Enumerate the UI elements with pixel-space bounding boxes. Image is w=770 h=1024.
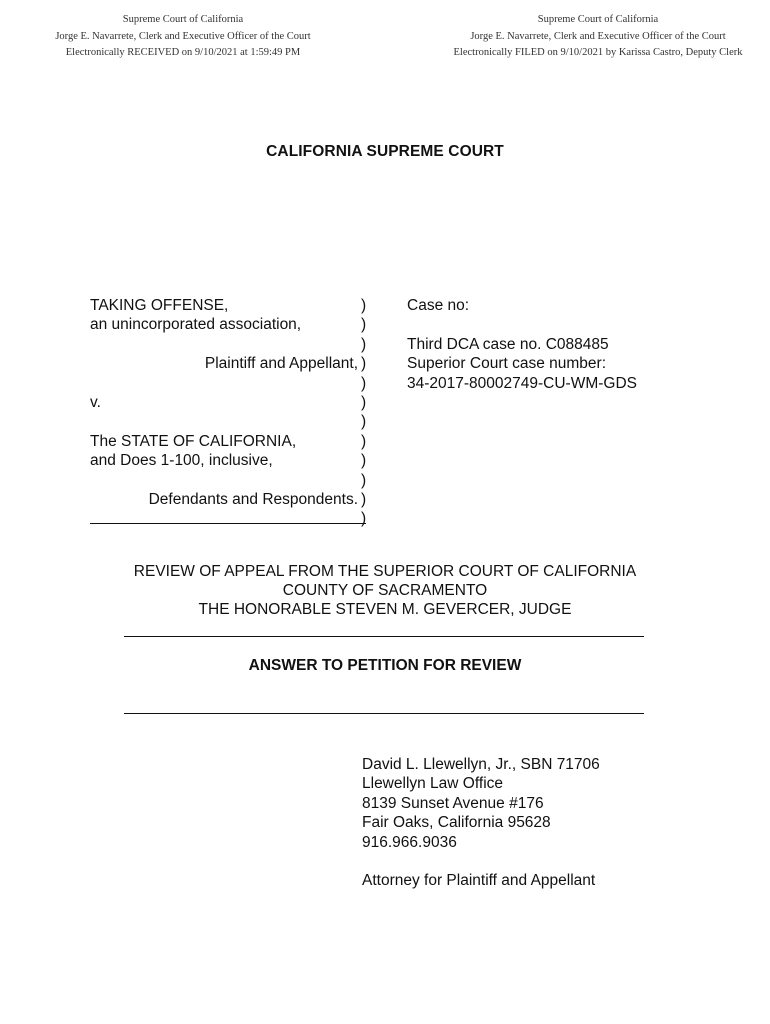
divider-top: [124, 636, 644, 637]
address-line-2: Fair Oaks, California 95628: [362, 814, 551, 832]
paren: ): [361, 452, 367, 470]
paren: ): [361, 355, 367, 373]
defendant-description: and Does 1-100, inclusive,: [90, 452, 273, 470]
case-no-label: Case no:: [407, 297, 470, 314]
review-line-3: THE HONORABLE STEVEN M. GEVERCER, JUDGE: [198, 601, 572, 618]
defendant-name: The STATE OF CALIFORNIA,: [90, 432, 297, 450]
phone-number: 916.966.9036: [362, 833, 457, 851]
filed-stamp-court: Supreme Court of California: [537, 14, 659, 25]
caption-paren-column: [361, 296, 373, 529]
received-stamp-date: Electronically RECEIVED on 9/10/2021 at 1:59:49 PM: [65, 47, 301, 58]
review-heading: [0, 562, 770, 619]
attorney-role: Attorney for Plaintiff and Appellant: [362, 872, 596, 890]
case-numbers: [407, 296, 747, 393]
paren: ): [361, 490, 367, 508]
court-title: CALIFORNIA SUPREME COURT: [266, 143, 504, 160]
attorney-name: David L. Llewellyn, Jr., SBN 71706: [362, 756, 600, 773]
plaintiff-description: an unincorporated association,: [90, 316, 302, 334]
paren: ): [361, 316, 367, 334]
law-firm: Llewellyn Law Office: [362, 775, 504, 793]
received-stamp-court: Supreme Court of California: [122, 14, 244, 25]
address-line-1: 8139 Sunset Avenue #176: [362, 794, 544, 812]
superior-court-label: Superior Court case number:: [407, 355, 607, 373]
document-title: ANSWER TO PETITION FOR REVIEW: [248, 657, 522, 674]
case-caption-parties: [90, 296, 358, 509]
versus: v.: [90, 393, 101, 411]
filed-stamp-clerk: Jorge E. Navarrete, Clerk and Executive Officer of the Court: [470, 30, 726, 42]
filed-stamp: [438, 12, 758, 62]
filed-stamp-date: Electronically FILED on 9/10/2021 by Karissa Castro, Deputy Clerk: [453, 47, 743, 58]
paren: ): [361, 510, 367, 528]
attorney-block: [362, 755, 600, 891]
review-line-2: COUNTY OF SACRAMENTO: [282, 582, 488, 599]
caption-underline: [90, 523, 366, 524]
received-stamp: [38, 12, 328, 62]
paren: ): [361, 393, 367, 411]
paren: ): [361, 413, 367, 431]
superior-court-case-number: 34-2017-80002749-CU-WM-GDS: [407, 374, 638, 392]
defendant-role: Defendants and Respondents.: [148, 490, 358, 508]
received-stamp-clerk: Jorge E. Navarrete, Clerk and Executive Officer of the Court: [55, 30, 311, 42]
plaintiff-role: Plaintiff and Appellant,: [204, 355, 358, 373]
paren: ): [361, 297, 367, 314]
paren: ): [361, 471, 367, 489]
paren: ): [361, 335, 367, 353]
paren: ): [361, 374, 367, 392]
plaintiff-name: TAKING OFFENSE,: [90, 297, 229, 314]
review-line-1: REVIEW OF APPEAL FROM THE SUPERIOR COURT OF CALIFORNIA: [133, 563, 637, 580]
third-dca-case-number: Third DCA case no. C088485: [407, 335, 609, 353]
paren: ): [361, 432, 367, 450]
divider-bottom: [124, 713, 644, 714]
